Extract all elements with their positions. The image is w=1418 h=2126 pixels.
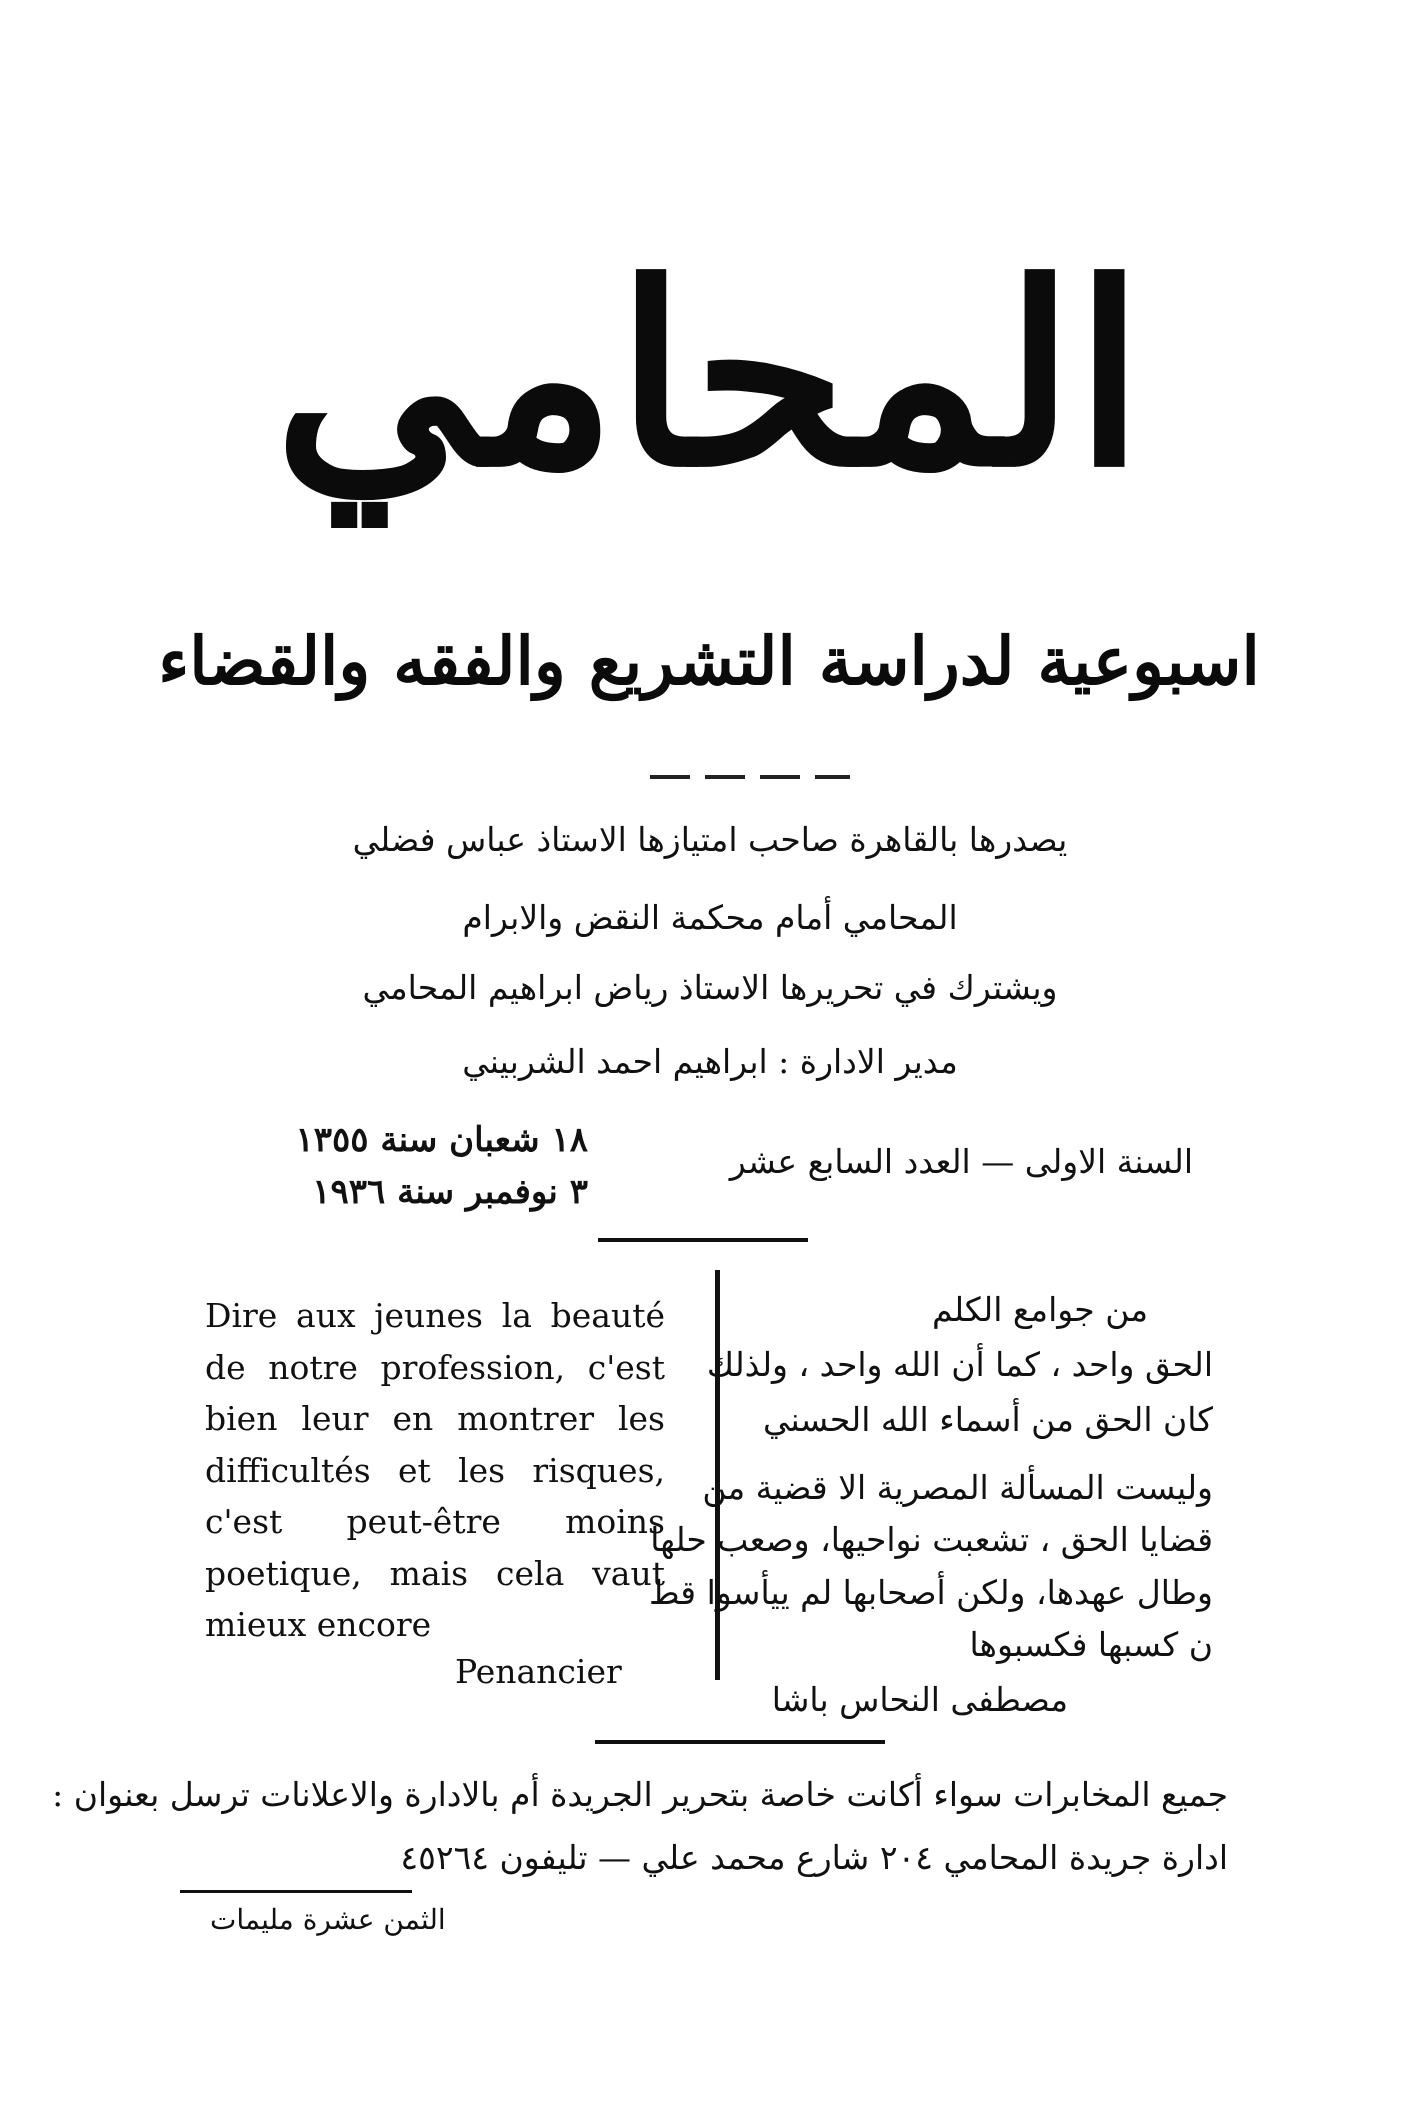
publisher-line: يصدرها بالقاهرة صاحب امتيازها الاستاذ عباس فضلي xyxy=(352,820,1068,859)
horizontal-rule xyxy=(595,1740,885,1744)
masthead-title: المحامي xyxy=(274,228,1144,522)
contact-notice: جميع المخابرات سواء أكانت خاصة بتحرير الجريدة أم بالادارة والاعلانات ترسل بعنوان : xyxy=(52,1775,1228,1814)
horizontal-rule xyxy=(598,1238,808,1242)
french-quote: Dire aux jeunes la beauté de notre profession, c'est bien leur en montrer les difficultés et les risques, c'est peut-être moins poetique, mais cela vaut mieux encore xyxy=(205,1296,665,1644)
saying-line: الحق واحد ، كما أن الله واحد ، ولذلك xyxy=(706,1345,1213,1384)
sayings-author: مصطفى النحاس باشا xyxy=(771,1680,1068,1719)
decorative-divider xyxy=(650,775,850,779)
editor-line: ويشترك في تحريرها الاستاذ رياض ابراهيم المحامي xyxy=(362,968,1058,1007)
quote-author: Penancier xyxy=(455,1652,622,1691)
hijri-date: ١٨ شعبان سنة ١٣٥٥ xyxy=(295,1120,588,1160)
saying-line: وليست المسألة المصرية الا قضية من xyxy=(702,1468,1213,1507)
issue-number: السنة الاولى — العدد السابع عشر xyxy=(729,1142,1193,1181)
price-label: الثمن عشرة مليمات xyxy=(210,1903,446,1936)
sayings-title: من جوامع الكلم xyxy=(932,1290,1148,1329)
price-rule xyxy=(180,1890,412,1893)
manager-line: مدير الادارة : ابراهيم احمد الشربيني xyxy=(462,1042,958,1081)
saying-line: كان الحق من أسماء الله الحسني xyxy=(762,1400,1213,1439)
saying-line: وطال عهدها، ولكن أصحابها لم ييأسوا قط xyxy=(648,1573,1213,1612)
contact-address: ادارة جريدة المحامي ٢٠٤ شارع محمد علي — تليفون ٤٥٢٦٤ xyxy=(400,1838,1228,1877)
gregorian-date: ٣ نوفمبر سنة ١٩٣٦ xyxy=(312,1172,588,1212)
masthead-subtitle: اسبوعية لدراسة التشريع والفقه والقضاء xyxy=(158,622,1260,700)
saying-line: ن كسبها فكسبوها xyxy=(969,1625,1213,1664)
saying-line: قضايا الحق ، تشعبت نواحيها، وصعب حلها xyxy=(650,1520,1213,1559)
publisher-title-line: المحامي أمام محكمة النقض والابرام xyxy=(462,898,958,937)
